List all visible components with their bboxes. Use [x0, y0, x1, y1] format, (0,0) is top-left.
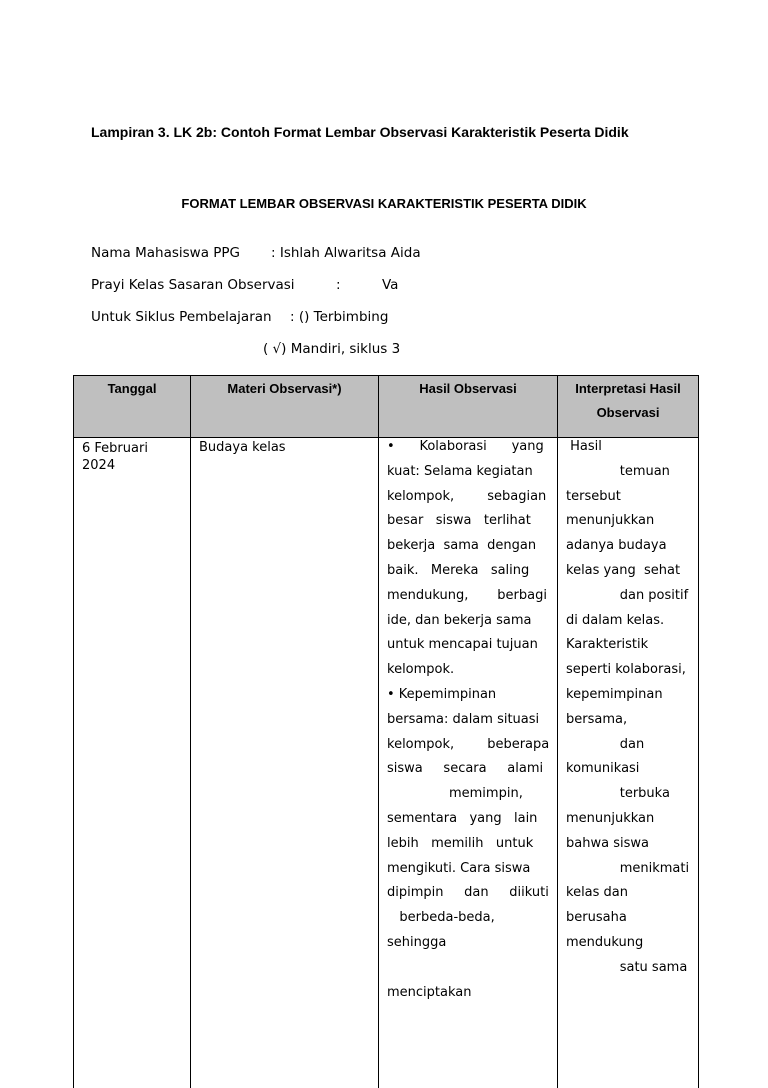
hasil-line: bersama: dalam situasi: [387, 711, 557, 736]
interpretasi-line: dan: [566, 736, 695, 761]
hasil-line: untuk mencapai tujuan: [387, 636, 557, 661]
interpretasi-line: berusaha: [566, 909, 695, 934]
hasil-line: [387, 959, 557, 984]
hasil-text: [379, 438, 557, 1008]
cell-materi: [191, 438, 379, 1088]
interpretasi-line: di dalam kelas.: [566, 612, 695, 637]
interpretasi-line: kepemimpinan: [566, 686, 695, 711]
hasil-line: besar siswa terlihat: [387, 512, 557, 537]
hasil-line: sehingga: [387, 934, 557, 959]
header-interpretasi: Interpretasi Hasil Observasi: [558, 376, 699, 438]
hasil-line: baik. Mereka saling: [387, 562, 557, 587]
kelas-value: Va: [382, 277, 398, 293]
hasil-line: kuat: Selama kegiatan: [387, 463, 557, 488]
interpretasi-line: komunikasi: [566, 760, 695, 785]
hasil-line: siswa secara alami: [387, 760, 557, 785]
interpretasi-line: adanya budaya: [566, 537, 695, 562]
siklus-value-terbimbing: : () Terbimbing: [290, 309, 388, 325]
kelas-colon: :: [336, 277, 341, 293]
hasil-line: bekerja sama dengan: [387, 537, 557, 562]
hasil-line: • Kolaborasi yang: [387, 438, 557, 463]
siklus-value-mandiri: ( √) Mandiri, siklus 3: [263, 341, 400, 357]
hasil-line: berbeda-beda,: [387, 909, 557, 934]
cell-tanggal: [74, 438, 191, 1088]
interpretasi-line: bahwa siswa: [566, 835, 695, 860]
interpretasi-line: tersebut: [566, 488, 695, 513]
hasil-line: kelompok, beberapa: [387, 736, 557, 761]
interpretasi-line: kelas yang sehat: [566, 562, 695, 587]
hasil-line: mengikuti. Cara siswa: [387, 860, 557, 885]
nama-label: Nama Mahasiswa PPG: [91, 245, 240, 261]
hasil-line: menciptakan: [387, 984, 557, 1009]
hasil-line: sementara yang lain: [387, 810, 557, 835]
hasil-line: dipimpin dan diikuti: [387, 884, 557, 909]
header-tanggal: Tanggal: [74, 376, 191, 438]
table-header-row: [74, 376, 699, 438]
interpretasi-line: mendukung: [566, 934, 695, 959]
hasil-line: mendukung, berbagi: [387, 587, 557, 612]
nama-value: : Ishlah Alwaritsa Aida: [271, 245, 421, 261]
header-materi: Materi Observasi*): [191, 376, 379, 438]
interpretasi-line: Karakteristik: [566, 636, 695, 661]
kelas-label: Prayi Kelas Sasaran Observasi: [91, 277, 295, 293]
materi-text: Budaya kelas: [191, 438, 378, 457]
hasil-line: memimpin,: [387, 785, 557, 810]
siklus-label: Untuk Siklus Pembelajaran: [91, 309, 272, 325]
interpretasi-line: menikmati: [566, 860, 695, 885]
table-row: [74, 438, 699, 1088]
hasil-line: kelompok.: [387, 661, 557, 686]
hasil-line: • Kepemimpinan: [387, 686, 557, 711]
interpretasi-line: seperti kolaborasi,: [566, 661, 695, 686]
interpretasi-line: menunjukkan: [566, 810, 695, 835]
interpretasi-line: satu sama: [566, 959, 695, 984]
cell-interpretasi: [558, 438, 699, 1088]
cell-hasil: [379, 438, 558, 1088]
document-title: Lampiran 3. LK 2b: Contoh Format Lembar Observasi Karakteristik Peserta Didik: [91, 124, 629, 140]
interpretasi-line: Hasil: [566, 438, 695, 463]
hasil-line: ide, dan bekerja sama: [387, 612, 557, 637]
hasil-line: lebih memilih untuk: [387, 835, 557, 860]
hasil-line: kelompok, sebagian: [387, 488, 557, 513]
interpretasi-line: temuan: [566, 463, 695, 488]
interpretasi-line: menunjukkan: [566, 512, 695, 537]
observation-table: [73, 375, 699, 1088]
interpretasi-line: bersama,: [566, 711, 695, 736]
interpretasi-text: [558, 438, 698, 984]
interpretasi-line: dan positif: [566, 587, 695, 612]
header-hasil: Hasil Observasi: [379, 376, 558, 438]
interpretasi-line: kelas dan: [566, 884, 695, 909]
form-title: FORMAT LEMBAR OBSERVASI KARAKTERISTIK PESERTA DIDIK: [0, 196, 768, 211]
interpretasi-line: terbuka: [566, 785, 695, 810]
tanggal-text: 6 Februari 2024: [74, 438, 190, 476]
